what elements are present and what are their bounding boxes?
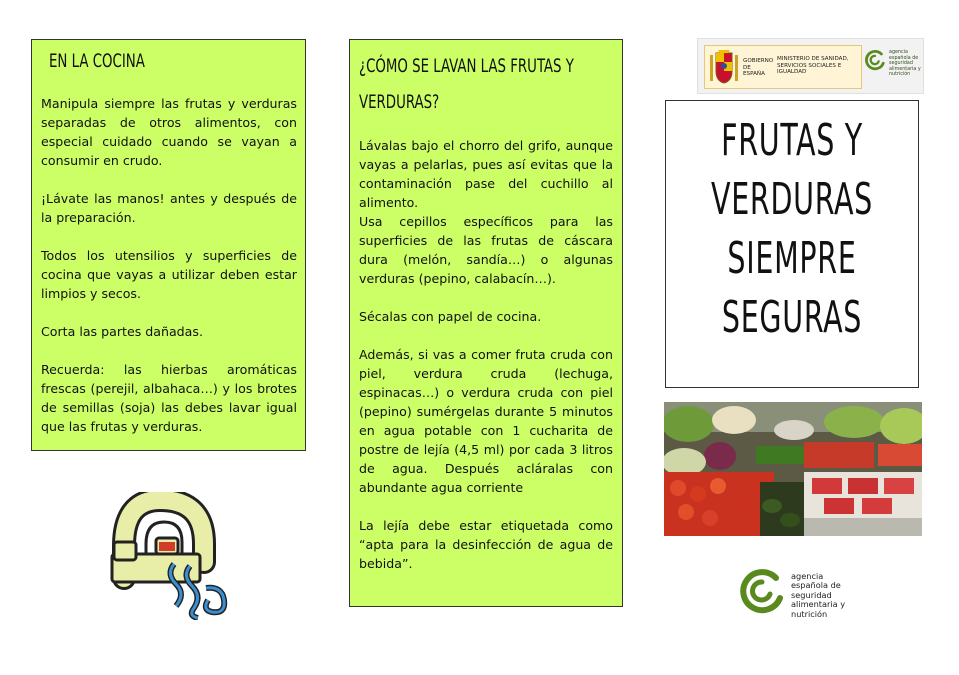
aesan-logo-icon [738, 568, 786, 614]
lavar-paragraph-4: Además, si vas a comer fruta cruda con piel, verdura cruda (lechuga, espinacas…) o verdura cruda con piel (pepino) sumérgelas durante 5 minutos en agua potable con 1 cucharita de postre de lejía (4,5 ml) por cada 3 litros de agua. Después acláralas con abundante agua corriente [359, 347, 613, 495]
shield-icon [709, 49, 739, 85]
aesan-small-text: agencia española de seguridad alimentaria y nutrición [889, 50, 921, 78]
brochure-title [665, 100, 919, 388]
aesan-logo-text [791, 572, 845, 619]
cocina-paragraph-3: Todos los utensilios y superficies de cocina que vayas a utilizar deben estar limpios y secos. [41, 248, 297, 301]
title-line-4: SEGURAS [721, 292, 863, 343]
title-line-3: SIEMPRE [727, 233, 857, 284]
gobierno-text: GOBIERNO DE ESPAÑA [743, 58, 774, 77]
gobierno-logo [704, 45, 862, 89]
panel-en-la-cocina [31, 39, 306, 451]
cocina-paragraph-1: Manipula siempre las frutas y verduras separadas de otros alimentos, con especial cuidado cuando se vayan a consumir en crudo. [41, 96, 297, 168]
aesan-line-5: nutrición [791, 608, 828, 619]
lavar-paragraph-5: La lejía debe estar etiquetada como “apta para la desinfección de agua de bebida”. [359, 518, 613, 571]
aesan-small-logo-icon [864, 49, 886, 71]
cocina-paragraph-2: ¡Lávate las manos! antes y después de la preparación. [41, 191, 297, 225]
aesan-line-4: alimentaria y [791, 599, 846, 610]
institution-logos [697, 38, 924, 94]
faucet-icon [104, 492, 236, 620]
aesan-line-2: española de [791, 580, 841, 591]
panel-como-se-lavan [349, 39, 623, 607]
title-line-1: FRUTAS Y [721, 115, 863, 166]
ministerio-text: MINISTERIO DE SANIDAD, SERVICIOS SOCIALES E IGUALDAD [777, 56, 849, 75]
market-stall-photo [664, 402, 922, 536]
market-illustration [664, 402, 922, 536]
panel-heading-cocina: EN LA COCINA [49, 50, 145, 72]
title-line-2: VERDURAS [711, 174, 873, 225]
lavar-paragraph-3: Sécalas con papel de cocina. [359, 309, 542, 324]
aesan-line-1: agencia [791, 571, 824, 581]
lavar-paragraph-1: Lávalas bajo el chorro del grifo, aunque vayas a pelarlas, pues así evitas que la contaminación pase del cuchillo al alimento. [359, 138, 613, 210]
aesan-line-3: seguridad [791, 589, 832, 600]
lavar-paragraph-2: Usa cepillos específicos para las superficies de las frutas de cáscara dura (melón, sandía…) o algunas verduras (pepino, calabacín…). [359, 214, 613, 286]
cocina-paragraph-4: Corta las partes dañadas. [41, 324, 203, 339]
panel-heading-lavar: ¿CÓMO SE LAVAN LAS FRUTAS Y VERDURAS? [359, 55, 574, 113]
cocina-paragraph-5: Recuerda: las hierbas aromáticas frescas (perejil, albahaca…) y los brotes de semillas (soja) las debes lavar igual que las frutas y verduras. [41, 362, 297, 434]
